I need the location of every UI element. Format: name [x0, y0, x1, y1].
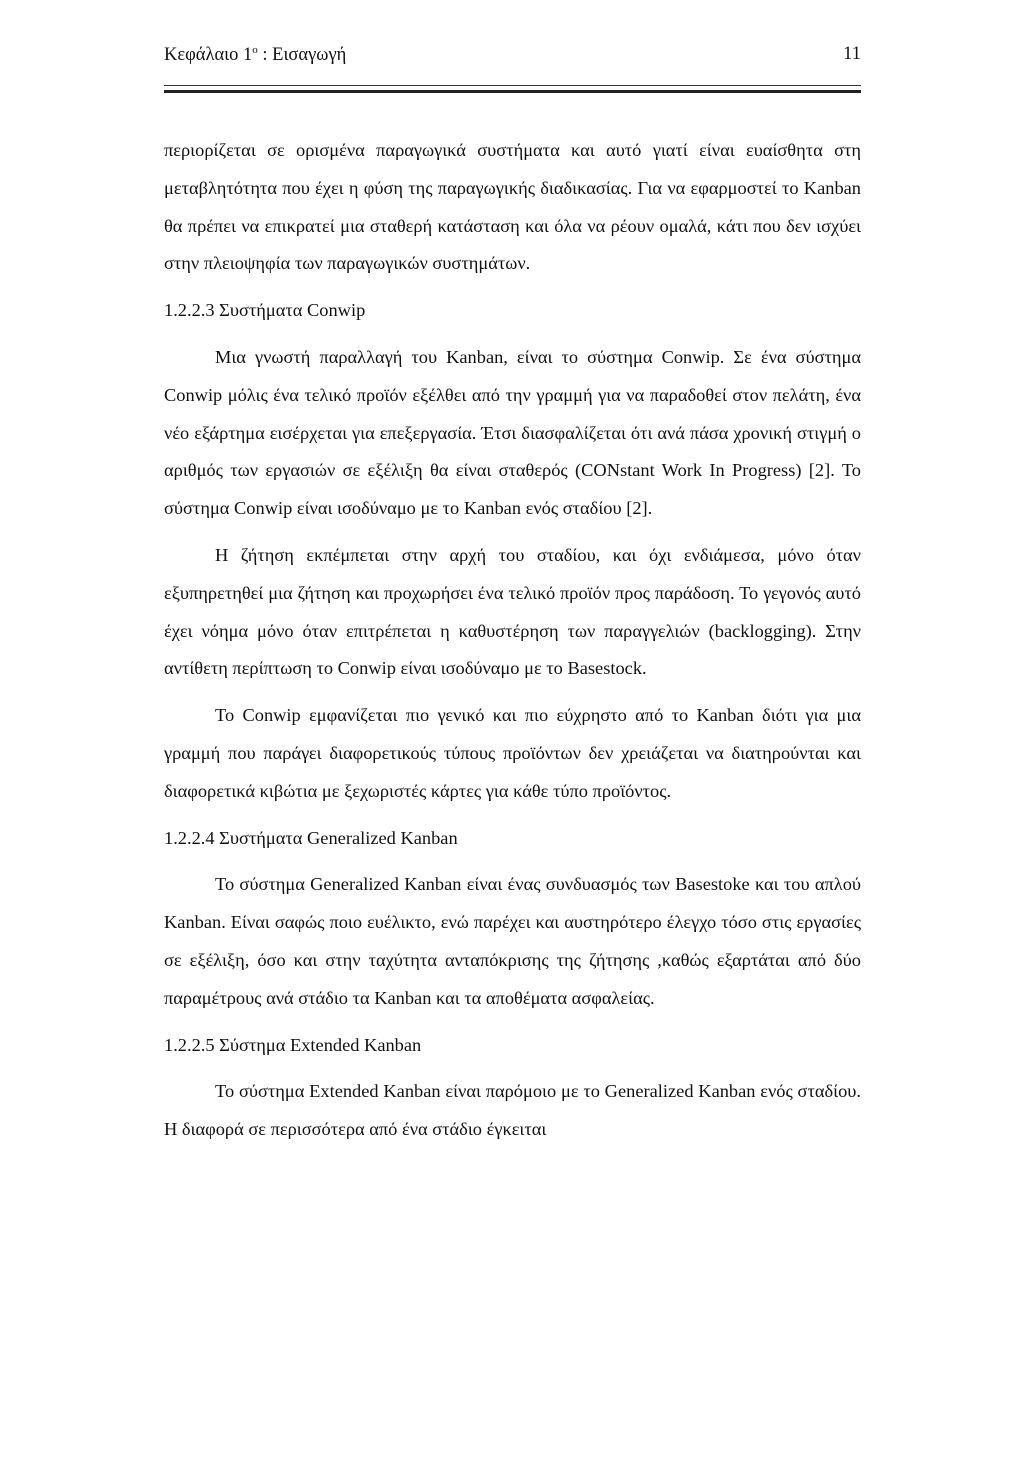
- section-heading-conwip: 1.2.2.3 Συστήματα Conwip: [164, 300, 366, 321]
- chapter-title: [164, 44, 346, 66]
- page-number: 11: [843, 44, 861, 64]
- header-rule-thick: [164, 90, 861, 93]
- section-heading-extended-kanban: 1.2.2.5 Σύστημα Extended Kanban: [164, 1034, 422, 1055]
- running-header: [164, 40, 861, 76]
- chapter-name: : Εισαγωγή: [257, 45, 347, 65]
- page: [164, 40, 861, 1140]
- header-rule-thin: [164, 85, 861, 86]
- chapter-label: Κεφάλαιο 1: [164, 45, 253, 65]
- page-body: [164, 132, 861, 1158]
- paragraph-conwip-demand: Η ζήτηση εκπέμπεται στην αρχή του σταδίου, και όχι ενδιάμεσα, μόνο όταν εξυπηρετηθεί μια ζήτηση και προχωρήσει ένα τελικό προϊόν προς παράδοση. Το γεγονός αυτό έχει νόημα μόνο όταν επιτρέπεται η καθυστέρηση των παραγγελιών (backlogging). Στην αντίθετη περίπτωση το Conwip είναι ισοδύναμο με το Basestock.: [164, 544, 861, 679]
- section-heading-generalized-kanban: 1.2.2.4 Συστήματα Generalized Kanban: [164, 827, 458, 848]
- chapter-superscript: ο: [252, 44, 258, 56]
- paragraph-extended-kanban: Το σύστημα Extended Kanban είναι παρόμοιο με το Generalized Kanban ενός σταδίου. Η διαφορά σε περισσότερα από ένα στάδιο έγκειται: [164, 1081, 861, 1140]
- paragraph-conwip-general: Το Conwip εμφανίζεται πιο γενικό και πιο εύχρηστο από το Kanban διότι για μια γραμμή που παράγει διαφορετικούς τύπους προϊόντων δεν χρειάζεται να διατηρούνται και διαφορετικά κιβώτια με ξεχωριστές κάρτες για κάθε τύπο προϊόντος.: [164, 705, 861, 801]
- paragraph-generalized-kanban: Το σύστημα Generalized Kanban είναι ένας συνδυασμός των Basestoke και του απλού Kanban. Είναι σαφώς ποιο ευέλικτο, ενώ παρέχει και αυστηρότερο έλεγχο τόσο στις εργασίες σε εξέλιξη, όσο και στην ταχύτητα ανταπόκρισης της ζήτησης ,καθώς εξαρτάται από δύο παραμέτρους ανά στάδιο τα Kanban και τα αποθέματα ασφαλείας.: [164, 874, 861, 1008]
- paragraph-conwip-intro: Μια γνωστή παραλλαγή του Kanban, είναι το σύστημα Conwip. Σε ένα σύστημα Conwip μόλις ένα τελικό προϊόν εξέλθει από την γραμμή για να παραδοθεί στον πελάτη, ένα νέο εξάρτημα εισέρχεται για επεξεργασία. Έτσι διασφαλίζεται ότι ανά πάσα χρονική στιγμή ο αριθμός των εργασιών σε εξέλιξη θα είναι σταθερός (CONstant Work In Progress) [2]. Το σύστημα Conwip είναι ισοδύναμο με το Kanban ενός σταδίου [2].: [164, 346, 861, 519]
- paragraph-kanban-limits: περιορίζεται σε ορισμένα παραγωγικά συστήματα και αυτό γιατί είναι ευαίσθητα στη μεταβλητότητα που έχει η φύση της παραγωγικής διαδικασίας. Για να εφαρμοστεί το Kanban θα πρέπει να επικρατεί μια σταθερή κατάσταση και όλα να ρέουν ομαλά, κάτι που δεν ισχύει στην πλειοψηφία των παραγωγικών συστημάτων.: [164, 140, 861, 274]
